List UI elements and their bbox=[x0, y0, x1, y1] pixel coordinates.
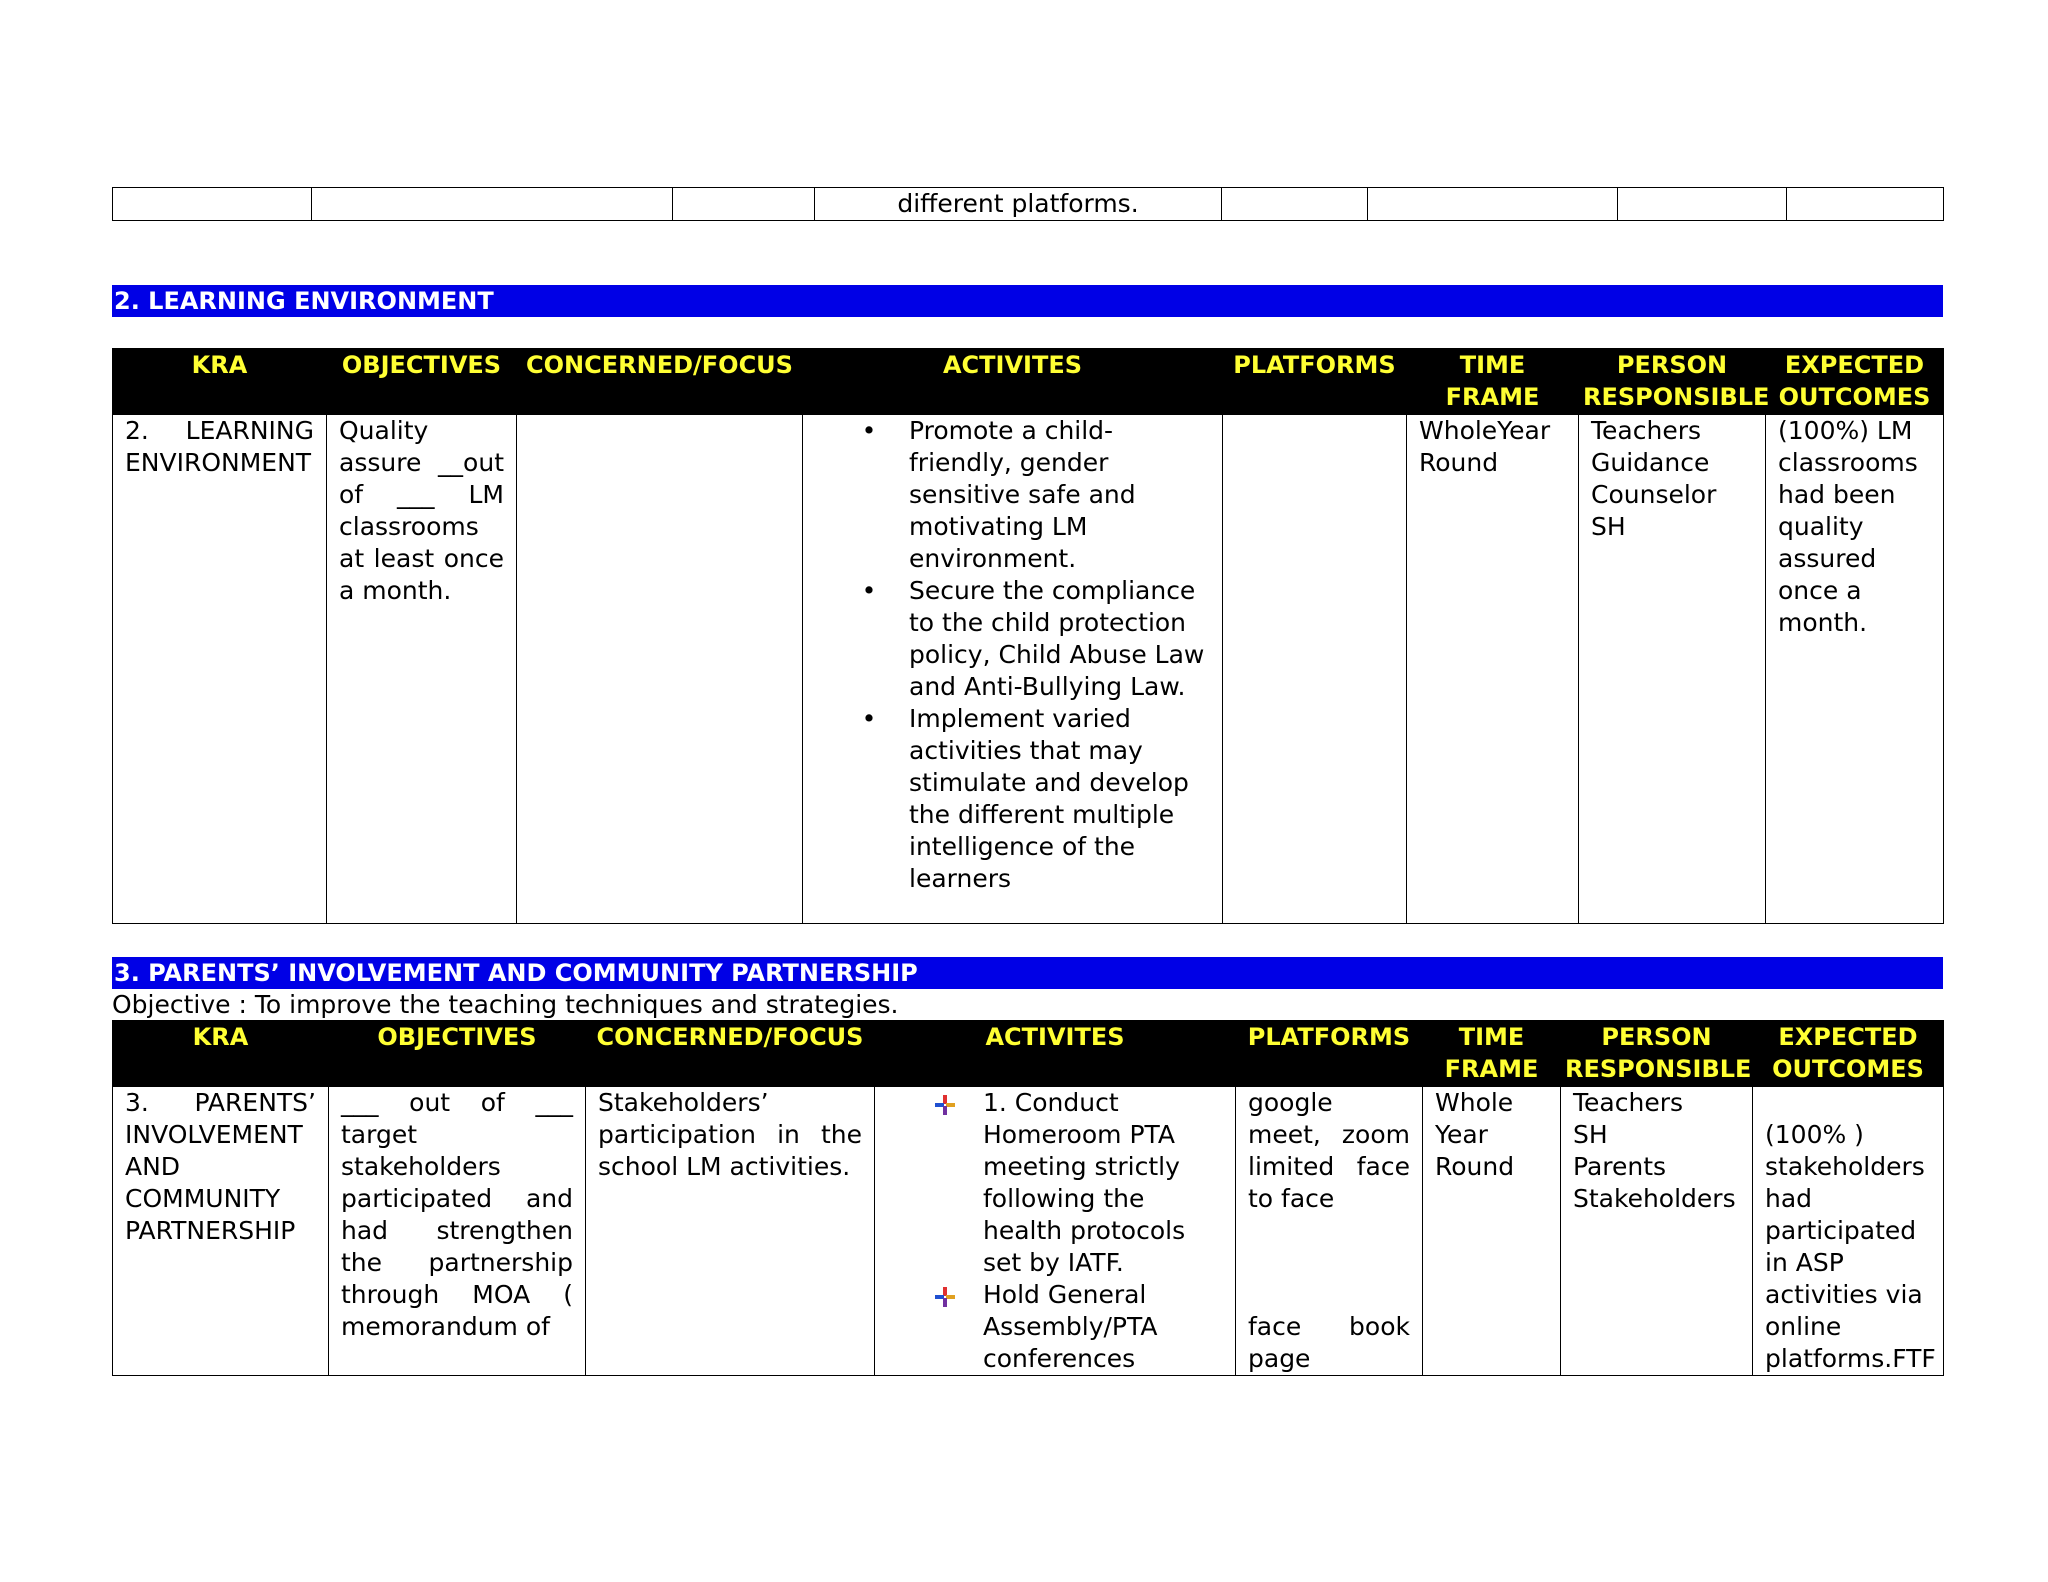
person-line: Teachers bbox=[1573, 1088, 1683, 1117]
cell-outcomes: (100% ) stakeholders had participated in ASP activities via online platforms.FTF bbox=[1753, 1087, 1944, 1376]
list-item bbox=[983, 1279, 1223, 1375]
cell-concerned: Stakeholders’ participation in the school LM activities. bbox=[586, 1087, 875, 1376]
cell-objectives bbox=[312, 188, 673, 221]
activity-text: 1. Conduct Homeroom PTA meeting strictly following the health protocols set by IATF. bbox=[983, 1088, 1186, 1277]
cell-time-frame bbox=[1368, 188, 1618, 221]
header-outcomes: EXPECTED OUTCOMES bbox=[1766, 349, 1944, 415]
table-header-row bbox=[113, 349, 1944, 415]
header-platforms: PLATFORMS bbox=[1236, 1021, 1423, 1087]
header-objectives: OBJECTIVES bbox=[327, 349, 517, 415]
header-concerned: CONCERNED/FOCUS bbox=[517, 349, 803, 415]
cell-concerned bbox=[517, 415, 803, 924]
four-color-cross-icon bbox=[935, 1095, 955, 1115]
header-concerned: CONCERNED/FOCUS bbox=[586, 1021, 875, 1087]
header-activities: ACTIVITES bbox=[803, 349, 1223, 415]
list-item bbox=[909, 575, 1210, 703]
cell-platforms bbox=[1223, 415, 1407, 924]
cell-kra bbox=[113, 188, 312, 221]
person-line: Teachers bbox=[1591, 416, 1701, 445]
person-line: Stakeholders bbox=[1573, 1184, 1736, 1213]
cell-time-frame: Whole Year Round bbox=[1423, 1087, 1561, 1376]
person-line: SH bbox=[1591, 512, 1626, 541]
section-title: 2. LEARNING ENVIRONMENT bbox=[112, 285, 1943, 317]
header-platforms: PLATFORMS bbox=[1223, 349, 1407, 415]
four-color-cross-icon bbox=[935, 1287, 955, 1307]
section-title: 3. PARENTS’ INVOLVEMENT AND COMMUNITY PARTNERSHIP bbox=[112, 957, 1943, 989]
activity-text: Promote a child-friendly, gender sensitive safe and motivating LM environment. bbox=[909, 416, 1136, 573]
person-line: SH bbox=[1573, 1120, 1608, 1149]
cell-time-frame: WholeYear Round bbox=[1407, 415, 1579, 924]
list-item bbox=[909, 415, 1210, 575]
cell-outcomes: (100%) LM classrooms had been quality assured once a month. bbox=[1766, 415, 1944, 924]
table-row bbox=[113, 415, 1944, 924]
person-line: Guidance Counselor bbox=[1591, 448, 1717, 509]
table-header-row bbox=[113, 1021, 1944, 1087]
header-person: PERSON RESPONSIBLE bbox=[1561, 1021, 1753, 1087]
learning-environment-table bbox=[112, 348, 1944, 924]
objective-line: Objective : To improve the teaching techniques and strategies. bbox=[112, 990, 899, 1019]
cell-outcomes bbox=[1787, 188, 1944, 221]
activity-text: Hold General Assembly/PTA conferences bbox=[983, 1280, 1158, 1373]
activity-text: Implement varied activities that may stimulate and develop the different multiple intelligence of the learners bbox=[909, 704, 1189, 893]
cell-concerned bbox=[673, 188, 815, 221]
activities-list bbox=[859, 415, 1210, 895]
header-time-frame: TIME FRAME bbox=[1407, 349, 1579, 415]
table-row bbox=[113, 1087, 1944, 1376]
cell-person bbox=[1579, 415, 1766, 924]
cell-activities bbox=[803, 415, 1223, 924]
parents-involvement-table bbox=[112, 1020, 1944, 1376]
header-person: PERSON RESPONSIBLE bbox=[1579, 349, 1766, 415]
cell-activities: different platforms. bbox=[815, 188, 1222, 221]
cell-person bbox=[1618, 188, 1787, 221]
header-outcomes: EXPECTED OUTCOMES bbox=[1753, 1021, 1944, 1087]
header-activities: ACTIVITES bbox=[875, 1021, 1236, 1087]
header-objectives: OBJECTIVES bbox=[329, 1021, 586, 1087]
person-line: Parents bbox=[1573, 1152, 1667, 1181]
cell-platforms bbox=[1222, 188, 1368, 221]
platforms-primary: google meet, zoom limited face to face bbox=[1248, 1088, 1410, 1213]
activity-text: Secure the compliance to the child protection policy, Child Abuse Law and Anti-Bullying Law. bbox=[909, 576, 1205, 701]
list-item bbox=[983, 1087, 1223, 1279]
header-time-frame: TIME FRAME bbox=[1423, 1021, 1561, 1087]
cell-platforms bbox=[1236, 1087, 1423, 1376]
cell-activities bbox=[875, 1087, 1236, 1376]
header-kra: KRA bbox=[113, 349, 327, 415]
table-row bbox=[113, 188, 1944, 221]
activities-list bbox=[927, 1087, 1223, 1375]
cell-objectives: ___ out of ___ target stakeholders participated and had strengthen the partnership through MOA ( memorandum of bbox=[329, 1087, 586, 1376]
cell-objectives: Quality assure __out of ___ LM classrooms at least once a month. bbox=[327, 415, 517, 924]
cell-kra: 3. PARENTS’ INVOLVEMENT AND COMMUNITY PARTNERSHIP bbox=[113, 1087, 329, 1376]
platforms-secondary: face book page bbox=[1248, 1312, 1410, 1373]
cell-person bbox=[1561, 1087, 1753, 1376]
cell-kra: 2. LEARNING ENVIRONMENT bbox=[113, 415, 327, 924]
continuation-table bbox=[112, 187, 1944, 221]
header-kra: KRA bbox=[113, 1021, 329, 1087]
list-item bbox=[909, 703, 1210, 895]
